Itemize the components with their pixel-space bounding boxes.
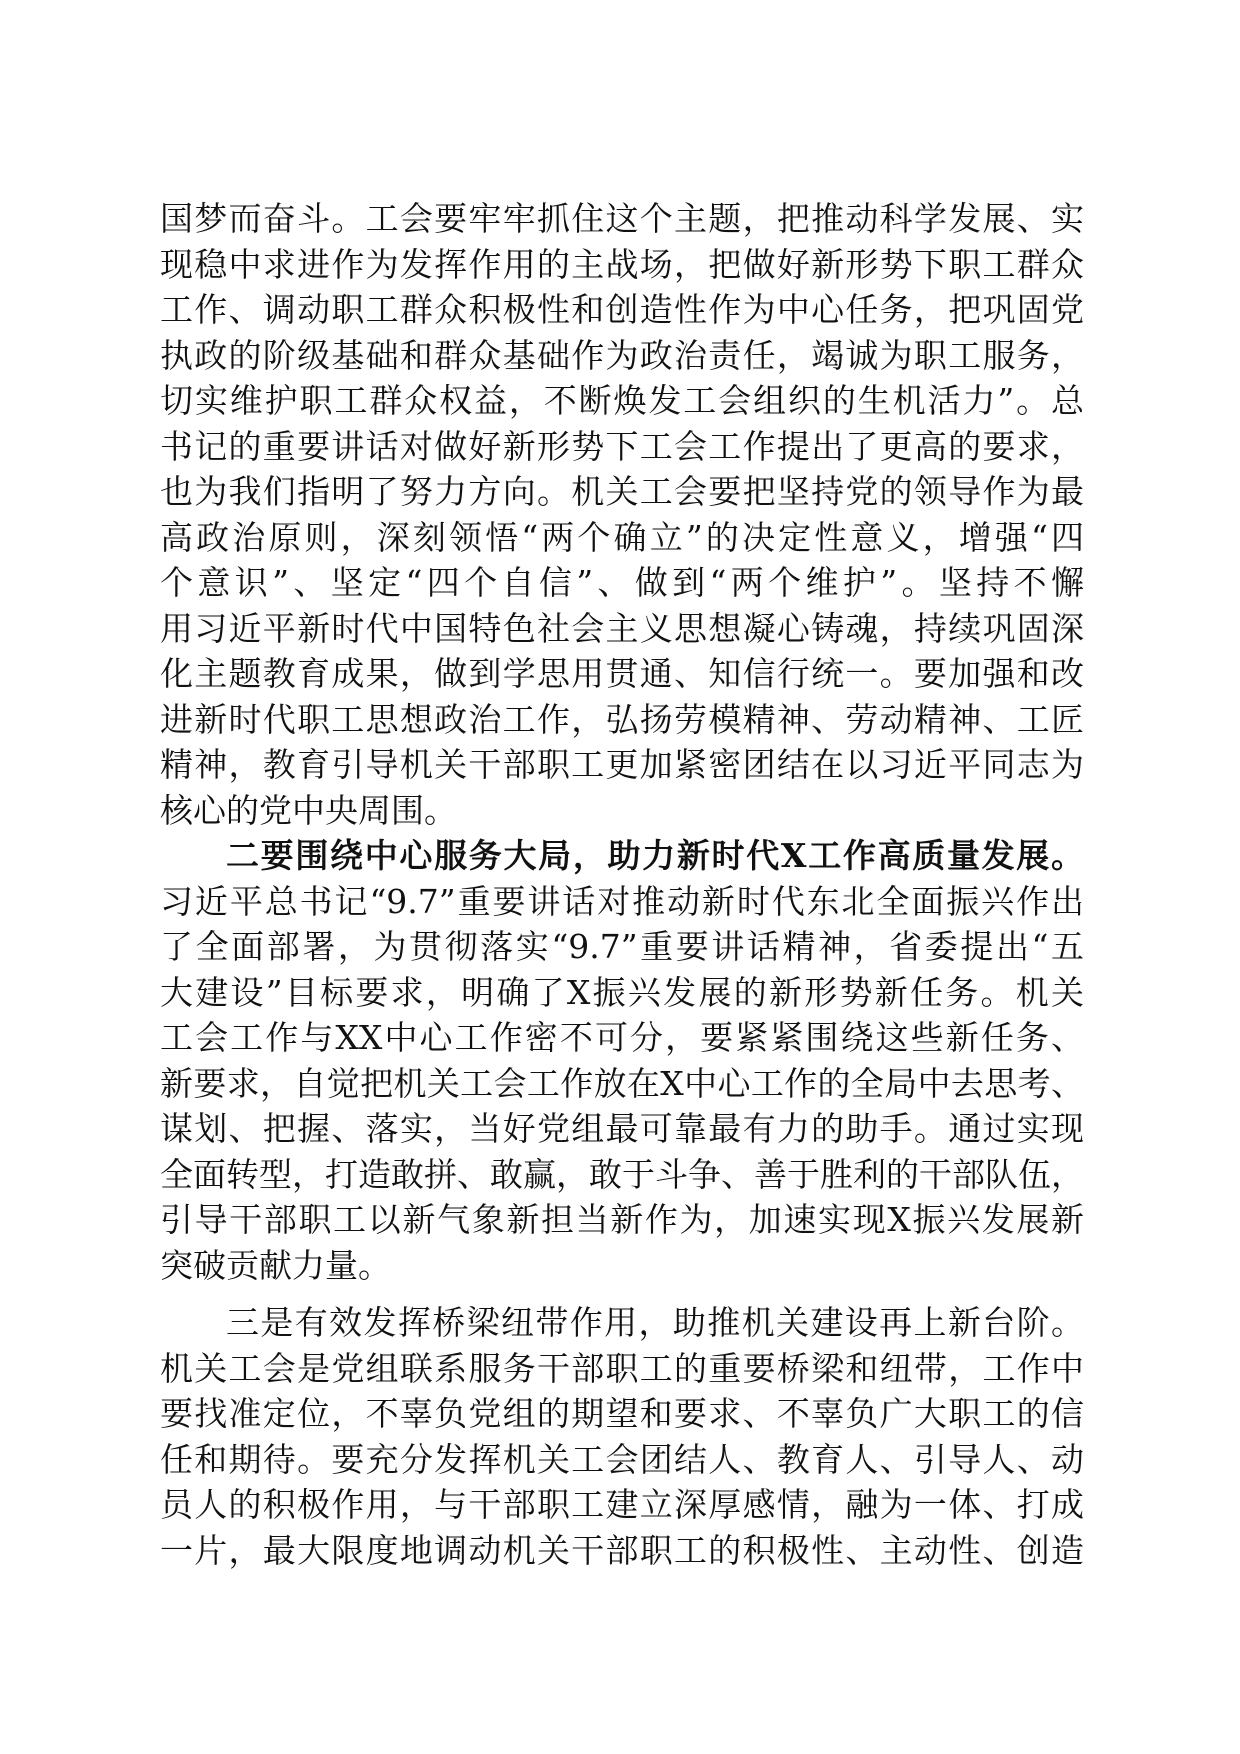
- text-line: 员人的积极作用，与干部职工建立深厚感情，融为一体、打成: [160, 1485, 1084, 1524]
- text-line: 一片，最大限度地调动机关干部职工的积极性、主动性、创造: [160, 1530, 1084, 1570]
- text-line: 执政的阶级基础和群众基础作为政治责任，竭诚为职工服务，: [160, 335, 1084, 375]
- section-heading: 二要围绕中心服务大局，助力新时代X工作高质量发展。: [226, 836, 1084, 875]
- paragraph-2: [160, 833, 1084, 1288]
- text-line: 大建设”目标要求，明确了X振兴发展的新形势新任务。机关: [160, 972, 1084, 1012]
- text-line: 精神，教育引导机关干部职工更加紧密团结在以习近平同志为: [160, 745, 1084, 784]
- text-line: 国梦而奋斗。工会要牢牢抓住这个主题，把推动科学发展、实: [160, 199, 1084, 238]
- text-line: 引导干部职工以新气象新担当新作为，加速实现X振兴发展新: [160, 1200, 1084, 1239]
- text-line: 要找准定位，不辜负党组的期望和要求、不辜负广大职工的信: [160, 1394, 1084, 1433]
- text-line: 个意识”、坚定“四个自信”、做到“两个维护”。坚持不懈: [160, 563, 1084, 602]
- text-line: 新要求，自觉把机关工会工作放在X中心工作的全局中去思考、: [160, 1063, 1084, 1103]
- text-line: 书记的重要讲话对做好新形势下工会工作提出了更高的要求，: [160, 426, 1084, 466]
- text-line: 突破贡献力量。: [160, 1245, 391, 1285]
- text-line: 高政治原则，深刻领悟“两个确立”的决定性意义，增强“四: [160, 517, 1084, 557]
- text-line: 化主题教育成果，做到学思用贯通、知信行统一。要加强和改: [160, 654, 1084, 693]
- text-line: 切实维护职工群众权益，不断焕发工会组织的生机活力”。总: [160, 381, 1084, 420]
- body-text: [160, 196, 1084, 1573]
- text-line: 习近平总书记“9.7”重要讲话对推动新时代东北全面振兴作出: [160, 881, 1084, 921]
- text-line: 谋划、把握、落实，当好党组最可靠最有力的助手。通过实现: [160, 1109, 1084, 1148]
- paragraph-1: [160, 196, 1084, 833]
- text-line: 也为我们指明了努力方向。机关工会要把坚持党的领导作为最: [160, 472, 1084, 511]
- text-line: 机关工会是党组联系服务干部职工的重要桥梁和纽带，工作中: [160, 1348, 1084, 1388]
- text-line: 用习近平新时代中国特色社会主义思想凝心铸魂，持续巩固深: [160, 608, 1084, 648]
- text-line: 进新时代职工思想政治工作，弘扬劳模精神、劳动精神、工匠: [160, 699, 1084, 739]
- text-line: 工作、调动职工群众积极性和创造性作为中心任务，把巩固党: [160, 290, 1084, 329]
- text-line: 任和期待。要充分发挥机关工会团结人、教育人、引导人、动: [160, 1439, 1084, 1479]
- text-line: 了全面部署，为贯彻落实“9.7”重要讲话精神，省委提出“五: [160, 927, 1084, 966]
- text-line: 工会工作与XX中心工作密不可分，要紧紧围绕这些新任务、: [160, 1018, 1084, 1057]
- text-line: 全面转型，打造敢拼、敢赢，敢于斗争、善于胜利的干部队伍，: [160, 1154, 1084, 1194]
- paragraph-3: [160, 1300, 1084, 1573]
- text-line: 现稳中求进作为发挥作用的主战场，把做好新形势下职工群众: [160, 244, 1084, 284]
- paragraph-gap: [160, 1288, 1084, 1300]
- text-line: 核心的党中央周围。: [160, 790, 457, 830]
- section-heading: 三是有效发挥桥梁纽带作用，助推机关建设再上新台阶。: [226, 1303, 1084, 1342]
